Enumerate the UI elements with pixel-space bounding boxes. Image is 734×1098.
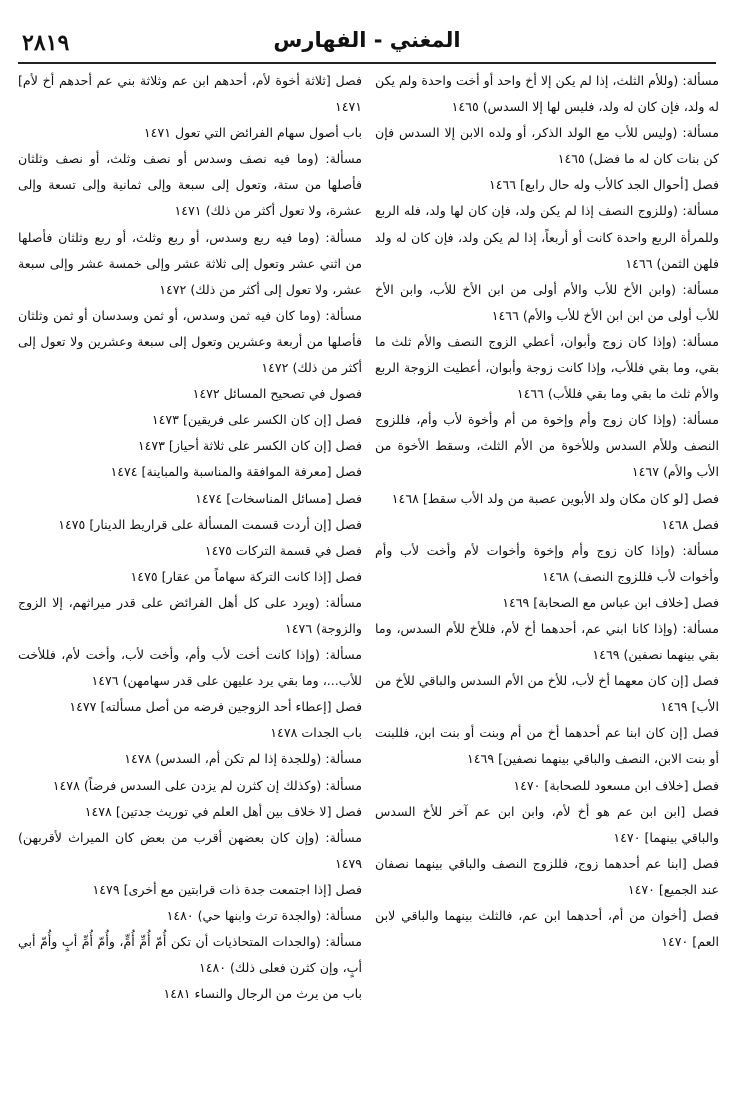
book-title: المغني - الفهارس [273, 28, 461, 52]
index-entry: مسألة: (وكذلك إن كثرن لم يزدن على السدس فرضاً) ١٤٧٨ [52, 777, 362, 793]
index-entry: فصل [إن كان ابنا عم أحدهما أخ من أم وبنت أو بنت ابن، فللبنت أو بنت الابن، النصف والباقي بينهما نصفين] ١٤٦٩ [375, 725, 719, 767]
index-entry: فصول في تصحيح المسائل ١٤٧٢ [192, 386, 362, 402]
index-entry: مسألة: (وما كان فيه ثمن وسدس، أو ثمن وسدسان أو ثمن وثلثان فأصلها من أربعة وعشرين وتعول إلى سبعة وعشرين ولا تعول إلى أكثر من ذلك) ١٤٧٢ [18, 307, 362, 376]
index-entry: فصل [لا خلاف بين أهل العلم في توريث جدتين] ١٤٧٨ [84, 803, 362, 819]
index-entry: فصل [إعطاء أحد الزوجين فرضه من أصل مسألته] ١٤٧٧ [69, 699, 362, 715]
page-number: ٢٨١٩ [22, 30, 70, 56]
index-entry: فصل [خلاف ابن عباس مع الصحابة] ١٤٦٩ [502, 594, 719, 610]
index-entry: مسألة: (وما فيه نصف وسدس أو نصف وثلث، أو نصف وثلثان فأصلها من ستة، وتعول إلى سبعة وإلى ثمانية وإلى تسعة وإلى عشرة، ولا تعول أكثر من ذلك) ١٤٧١ [18, 151, 362, 219]
index-entry: باب أصول سهام الفرائض التي تعول ١٤٧١ [143, 125, 362, 141]
index-entry: مسألة: (وإذا كانا ابني عم، أحدهما أخ لأم، فللأخ للأم السدس، وما بقي بينهما نصفين) ١٤٦٩ [375, 620, 719, 663]
index-entry: مسألة: (وللجدة إذا لم تكن أم، السدس) ١٤٧٨ [124, 751, 362, 767]
index-entry: فصل [إن كان الكسر على ثلاثة أحياز] ١٤٧٣ [137, 438, 362, 454]
index-entry: فصل [لو كان مكان ولد الأبوين عصبة من ولد الأب سقط] ١٤٦٨ [391, 490, 719, 506]
index-entry: مسألة: (وإذا كان زوج وأم وإخوة وأخوات لأم وأخت لأب وأم وأخوات لأب فللزوج النصف) ١٤٦٨ [375, 542, 719, 584]
index-entry: فصل [إذا كانت التركة سهاماً من عقار] ١٤٧٥ [130, 568, 362, 584]
index-entry: مسألة: (وليس للأب مع الولد الذكر، أو ولده الابن إلا السدس فإن كن بنات كان له ما فضل) ١٤٦٥ [375, 125, 719, 167]
index-entry: باب من يرث من الرجال والنساء ١٤٨١ [163, 986, 362, 1002]
index-entry: فصل [ابن ابن عم هو أخ لأم، وابن ابن عم آخر للأخ السدس والباقي بينهما] ١٤٧٠ [375, 803, 719, 845]
page-header [18, 28, 716, 58]
index-entry: مسألة: (وللأم الثلث، إذا لم يكن إلا أخ واحد أو أخت واحدة ولم يكن له ولد، فإن كان له ولد، فليس لها إلا السدس) ١٤٦٥ [375, 73, 719, 115]
index-entry: فصل [ثلاثة أخوة لأم، أحدهم ابن عم وثلاثة بني عم أحدهم أخ لأم] ١٤٧١ [18, 73, 362, 115]
header-divider [18, 62, 716, 64]
index-entry: مسألة: (وإذا كانت أخت لأب وأم، وأخت لأب، وأخت لأم، فللأخت للأب...، وما بقي يرد عليهن على قدر سهامهن) ١٤٧٦ [18, 647, 362, 689]
index-entry: فصل [ابنا عم أحدهما زوج، فللزوج النصف والباقي بينهما نصفان عند الجميع] ١٤٧٠ [375, 855, 719, 897]
index-entry: فصل [إن أردت قسمت المسألة على قراريط الدينار] ١٤٧٥ [58, 516, 362, 532]
index-entry: مسألة: (وإن كان بعضهن أقرب من بعض كان الميراث لأقربهن) ١٤٧٩ [18, 829, 362, 871]
index-entry: فصل [أخوان من أم، أحدهما ابن عم، فالثلث بينهما والباقي لابن العم] ١٤٧٠ [375, 908, 719, 950]
index-entry: فصل [إذا اجتمعت جدة ذات قرابتين مع أخرى] ١٤٧٩ [92, 881, 362, 897]
index-entry: باب الجدات ١٤٧٨ [270, 725, 362, 741]
index-entry: مسألة: (وإذا كان زوج وأم وإخوة من أم وأخوة لأب وأم، فللزوج النصف وللأم السدس وللأخوة من الأم الثلث، وسقط الأخوة من الأب والأم) ١٤٦٧ [375, 412, 719, 480]
index-entry: فصل [أحوال الجد كالأب وله حال رابع] ١٤٦٦ [488, 177, 719, 193]
index-entry: فصل ١٤٦٨ [661, 516, 719, 532]
index-entry: فصل [إن كان الكسر على فريقين] ١٤٧٣ [151, 412, 362, 428]
index-entry: فصل [خلاف ابن مسعود للصحابة] ١٤٧٠ [513, 777, 719, 793]
index-entry: فصل [معرفة الموافقة والمناسبة والمباينة] ١٤٧٤ [110, 464, 362, 480]
index-entry: مسألة: (وللزوج النصف إذا لم يكن ولد، فإن كان لها ولد، فله الربع وللمرأة الربع واحدة كانت أو أربعاً، إذا لم يكن ولد، فإن كان له ولد فلهن الثمن) ١٤٦٦ [375, 203, 719, 271]
index-entry: مسألة: (والجدة ترث وابنها حي) ١٤٨٠ [166, 908, 362, 923]
index-entry: مسألة: (ويرد على كل أهل الفرائض على قدر ميراثهم، إلا الزوج والزوجة) ١٤٧٦ [18, 594, 362, 636]
index-entry: مسألة: (والجدات المتحاذيات أن تكن أُمّ أُمِّ أُمٍّ، وأُمّ أُمِّ أبٍ وأُمّ أبي أبٍ، وإن كثرن فعلى ذلك) ١٤٨٠ [18, 934, 362, 976]
index-entry: مسألة: (وما فيه ربع وسدس، أو ربع وثلث، أو ربع وثلثان فأصلها من اثني عشر وتعول إلى ثلاثة عشر وإلى خمسة عشر وإلى سبعة عشر، ولا تعول إلى أكثر من ذلك) ١٤٧٢ [18, 229, 362, 297]
index-column-right [375, 68, 719, 955]
index-entry: مسألة: (وإذا كان زوج وأبوان، أعطي الزوج النصف والأم ثلث ما بقي، وما بقي فللأب، وإذا كانت زوجة وأبوان، أعطيت الزوجة الربع والأم ثلث ما بقي وما بقي فللأب) ١٤٦٦ [375, 333, 719, 402]
index-entry: فصل [مسائل المناسخات] ١٤٧٤ [195, 490, 362, 506]
index-entry: مسألة: (وابن الأخ للأب والأم أولى من ابن الأخ للأب، وابن الأخ للأب أولى من ابن ابن الأخ للأب والأم) ١٤٦٦ [375, 281, 719, 323]
index-column-left [18, 68, 362, 1007]
index-entry: فصل [إن كان معهما أخ لأب، للأخ من الأم السدس والباقي للأخ من الأب] ١٤٦٩ [375, 673, 719, 715]
index-entry: فصل في قسمة التركات ١٤٧٥ [204, 542, 362, 558]
